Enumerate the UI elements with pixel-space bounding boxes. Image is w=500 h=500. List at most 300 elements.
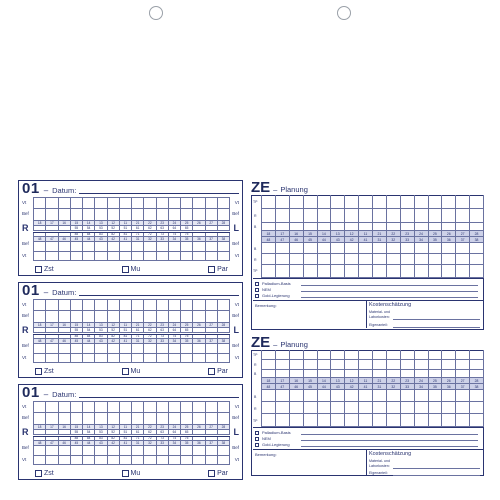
chart-cell[interactable] — [218, 344, 230, 354]
tooth-number[interactable]: 47 — [276, 237, 290, 243]
chart-cell[interactable] — [144, 198, 156, 209]
chart-cell[interactable] — [429, 370, 443, 378]
chart-cell[interactable] — [276, 390, 290, 402]
tooth-number[interactable]: 55 — [71, 430, 83, 435]
tooth-number[interactable]: 35 — [181, 237, 193, 242]
tooth-number[interactable]: 27 — [206, 221, 218, 226]
tooth-number[interactable]: 34 — [415, 384, 429, 390]
tooth-number[interactable]: 54 — [83, 226, 95, 231]
chart-cell[interactable] — [71, 311, 83, 323]
chart-cell[interactable] — [429, 209, 443, 223]
chart-cell[interactable] — [456, 350, 470, 360]
tooth-number[interactable]: 43 — [331, 384, 345, 390]
chart-cell[interactable] — [144, 456, 156, 465]
tooth-number[interactable]: 22 — [387, 378, 401, 384]
chart-cell[interactable] — [456, 390, 470, 402]
chart-cell[interactable] — [304, 243, 318, 254]
chart-cell[interactable] — [304, 360, 318, 370]
chart-cell[interactable] — [108, 354, 120, 363]
check-zst[interactable] — [35, 366, 54, 376]
chart-cell[interactable] — [46, 413, 58, 425]
chart-cell[interactable] — [95, 456, 107, 465]
chart-cell[interactable] — [345, 195, 359, 209]
chart-cell[interactable] — [59, 446, 71, 456]
chart-cell[interactable] — [218, 198, 230, 209]
chart-cell[interactable] — [120, 402, 132, 413]
chart-cell[interactable] — [304, 350, 318, 360]
chart-cell[interactable] — [429, 414, 443, 427]
checkbox-nem[interactable] — [255, 288, 259, 292]
chart-cell[interactable] — [132, 402, 144, 413]
check-zst[interactable] — [35, 468, 54, 478]
chart-cell[interactable] — [373, 223, 387, 231]
chart-cell[interactable] — [157, 252, 169, 261]
chart-cell[interactable] — [120, 446, 132, 456]
tooth-number[interactable]: 82 — [108, 436, 120, 441]
chart-cell[interactable] — [108, 300, 120, 311]
chart-cell[interactable] — [132, 209, 144, 221]
chart-cell[interactable] — [456, 223, 470, 231]
chart-cell[interactable] — [206, 446, 218, 456]
tooth-number[interactable]: 33 — [157, 339, 169, 344]
chart-cell[interactable] — [169, 252, 181, 261]
chart-cell[interactable] — [470, 223, 484, 231]
chart-cell[interactable] — [83, 413, 95, 425]
chart-cell[interactable] — [387, 243, 401, 254]
chart-cell[interactable] — [415, 265, 429, 278]
chart-cell[interactable] — [157, 300, 169, 311]
chart-cell[interactable] — [442, 350, 456, 360]
chart-cell[interactable] — [120, 252, 132, 261]
chart-cell[interactable] — [169, 456, 181, 465]
chart-cell[interactable] — [331, 414, 345, 427]
chart-cell[interactable] — [359, 265, 373, 278]
chart-cell[interactable] — [206, 456, 218, 465]
chart-cell[interactable] — [59, 198, 71, 209]
chart-cell[interactable] — [345, 350, 359, 360]
chart-cell[interactable] — [120, 344, 132, 354]
chart-cell[interactable] — [470, 390, 484, 402]
chart-cell[interactable] — [442, 370, 456, 378]
chart-cell[interactable] — [331, 243, 345, 254]
tooth-number[interactable]: 84 — [83, 334, 95, 339]
chart-cell[interactable] — [71, 242, 83, 252]
tooth-number[interactable]: 63 — [157, 226, 169, 231]
chart-cell[interactable] — [193, 446, 205, 456]
tooth-number[interactable]: 44 — [318, 237, 332, 243]
tooth-number[interactable]: 74 — [169, 436, 181, 441]
tooth-number[interactable]: 22 — [144, 323, 156, 328]
chart-cell[interactable] — [83, 446, 95, 456]
chart-cell[interactable] — [470, 265, 484, 278]
chart-cell[interactable] — [318, 209, 332, 223]
tooth-number[interactable]: 55 — [71, 226, 83, 231]
chart-cell[interactable] — [261, 370, 276, 378]
chart-cell[interactable] — [276, 350, 290, 360]
chart-cell[interactable] — [470, 195, 484, 209]
chart-cell[interactable] — [46, 328, 58, 333]
chart-cell[interactable] — [387, 402, 401, 414]
tooth-number[interactable]: 48 — [33, 339, 46, 344]
tooth-number[interactable]: 27 — [206, 425, 218, 430]
chart-cell[interactable] — [276, 209, 290, 223]
tooth-number[interactable]: 31 — [373, 384, 387, 390]
tooth-number[interactable]: 21 — [132, 425, 144, 430]
chart-cell[interactable] — [193, 354, 205, 363]
chart-cell[interactable] — [193, 402, 205, 413]
chart-cell[interactable] — [218, 242, 230, 252]
chart-cell[interactable] — [261, 223, 276, 231]
chart-cell[interactable] — [132, 413, 144, 425]
chart-cell[interactable] — [120, 354, 132, 363]
tooth-number[interactable]: 44 — [83, 339, 95, 344]
tooth-number[interactable]: 13 — [95, 425, 107, 430]
chart-cell[interactable] — [206, 300, 218, 311]
chart-cell[interactable] — [181, 242, 193, 252]
chart-cell[interactable] — [144, 344, 156, 354]
chart-cell[interactable] — [304, 370, 318, 378]
tooth-number[interactable]: 65 — [181, 328, 193, 333]
chart-cell[interactable] — [373, 360, 387, 370]
chart-cell[interactable] — [46, 242, 58, 252]
tooth-number[interactable]: 47 — [46, 441, 58, 446]
chart-cell[interactable] — [120, 300, 132, 311]
chart-cell[interactable] — [456, 243, 470, 254]
tooth-number[interactable]: 46 — [59, 441, 71, 446]
tooth-number[interactable]: 65 — [181, 226, 193, 231]
tooth-number[interactable]: 43 — [331, 237, 345, 243]
chart-cell[interactable] — [304, 195, 318, 209]
option-gold[interactable] — [255, 442, 290, 447]
tooth-number[interactable]: 63 — [157, 328, 169, 333]
chart-cell[interactable] — [46, 354, 58, 363]
chart-cell[interactable] — [46, 402, 58, 413]
chart-cell[interactable] — [144, 300, 156, 311]
chart-cell[interactable] — [429, 402, 443, 414]
tooth-number[interactable]: 28 — [218, 323, 230, 328]
tooth-number[interactable]: 38 — [218, 237, 230, 242]
chart-cell[interactable] — [59, 430, 71, 435]
tooth-number[interactable]: 11 — [120, 425, 132, 430]
chart-cell[interactable] — [169, 446, 181, 456]
chart-cell[interactable] — [95, 242, 107, 252]
checkbox-gold[interactable] — [255, 294, 259, 298]
chart-cell[interactable] — [470, 243, 484, 254]
tooth-number[interactable]: 53 — [95, 328, 107, 333]
chart-cell[interactable] — [276, 223, 290, 231]
tooth-chart[interactable] — [33, 197, 230, 261]
tooth-number[interactable]: 28 — [470, 231, 484, 237]
chart-cell[interactable] — [95, 402, 107, 413]
ze-tooth-grid[interactable] — [261, 350, 484, 427]
chart-cell[interactable] — [71, 413, 83, 425]
chart-cell[interactable] — [83, 252, 95, 261]
tooth-number[interactable]: 37 — [456, 384, 470, 390]
chart-cell[interactable] — [169, 198, 181, 209]
chart-cell[interactable] — [290, 243, 304, 254]
checkbox-mu[interactable] — [122, 266, 129, 273]
tooth-number[interactable]: 55 — [71, 328, 83, 333]
chart-cell[interactable] — [108, 446, 120, 456]
check-mu[interactable] — [122, 366, 141, 376]
chart-cell[interactable] — [290, 402, 304, 414]
chart-cell[interactable] — [71, 402, 83, 413]
tooth-number[interactable]: 48 — [261, 384, 276, 390]
chart-cell[interactable] — [120, 311, 132, 323]
chart-cell[interactable] — [33, 300, 46, 311]
chart-cell[interactable] — [132, 198, 144, 209]
chart-cell[interactable] — [33, 242, 46, 252]
chart-cell[interactable] — [401, 209, 415, 223]
chart-cell[interactable] — [33, 402, 46, 413]
chart-cell[interactable] — [83, 311, 95, 323]
chart-cell[interactable] — [387, 223, 401, 231]
tooth-number[interactable]: 23 — [401, 378, 415, 384]
date-field[interactable] — [79, 397, 239, 398]
chart-cell[interactable] — [206, 209, 218, 221]
tooth-number[interactable]: 72 — [144, 334, 156, 339]
tooth-number[interactable]: 25 — [181, 221, 193, 226]
chart-cell[interactable] — [218, 430, 230, 435]
tooth-number[interactable]: 24 — [169, 425, 181, 430]
chart-cell[interactable] — [345, 414, 359, 427]
chart-cell[interactable] — [120, 198, 132, 209]
tooth-number[interactable]: 62 — [144, 430, 156, 435]
tooth-number[interactable]: 61 — [132, 328, 144, 333]
check-mu[interactable] — [122, 468, 141, 478]
tooth-number[interactable]: 15 — [304, 378, 318, 384]
tooth-number[interactable]: 73 — [157, 232, 169, 237]
chart-cell[interactable] — [33, 198, 46, 209]
tooth-number[interactable]: 17 — [46, 221, 58, 226]
chart-cell[interactable] — [373, 265, 387, 278]
chart-cell[interactable] — [401, 350, 415, 360]
chart-cell[interactable] — [144, 209, 156, 221]
chart-cell[interactable] — [132, 354, 144, 363]
chart-cell[interactable] — [331, 223, 345, 231]
tooth-number[interactable]: 31 — [132, 339, 144, 344]
chart-cell[interactable] — [456, 254, 470, 265]
chart-cell[interactable] — [218, 300, 230, 311]
chart-cell[interactable] — [206, 198, 218, 209]
chart-cell[interactable] — [132, 300, 144, 311]
cost-own-line[interactable] — [393, 475, 480, 476]
checkbox-palladium[interactable] — [255, 431, 259, 435]
chart-cell[interactable] — [33, 209, 46, 221]
chart-cell[interactable] — [33, 430, 46, 435]
chart-cell[interactable] — [401, 370, 415, 378]
chart-cell[interactable] — [71, 354, 83, 363]
chart-cell[interactable] — [132, 252, 144, 261]
chart-cell[interactable] — [95, 300, 107, 311]
tooth-number[interactable]: 46 — [290, 237, 304, 243]
chart-cell[interactable] — [290, 195, 304, 209]
chart-cell[interactable] — [470, 209, 484, 223]
tooth-number[interactable]: 27 — [456, 231, 470, 237]
tooth-number[interactable]: 32 — [144, 339, 156, 344]
chart-cell[interactable] — [206, 344, 218, 354]
tooth-number[interactable]: 41 — [359, 384, 373, 390]
chart-cell[interactable] — [83, 198, 95, 209]
tooth-number[interactable]: 41 — [359, 237, 373, 243]
tooth-number[interactable]: 11 — [120, 221, 132, 226]
chart-cell[interactable] — [318, 254, 332, 265]
chart-cell[interactable] — [193, 209, 205, 221]
tooth-number[interactable]: 46 — [290, 384, 304, 390]
chart-cell[interactable] — [456, 265, 470, 278]
chart-cell[interactable] — [401, 360, 415, 370]
chart-cell[interactable] — [331, 254, 345, 265]
tooth-number[interactable]: 23 — [401, 231, 415, 237]
chart-cell[interactable] — [144, 354, 156, 363]
tooth-number[interactable]: 48 — [33, 237, 46, 242]
chart-cell[interactable] — [290, 254, 304, 265]
chart-cell[interactable] — [373, 350, 387, 360]
tooth-number[interactable]: 42 — [345, 384, 359, 390]
chart-cell[interactable] — [83, 456, 95, 465]
chart-cell[interactable] — [318, 350, 332, 360]
chart-cell[interactable] — [46, 456, 58, 465]
chart-cell[interactable] — [276, 265, 290, 278]
checkbox-zst[interactable] — [35, 266, 42, 273]
tooth-number[interactable]: 23 — [157, 425, 169, 430]
chart-cell[interactable] — [169, 413, 181, 425]
tooth-number[interactable]: 36 — [442, 384, 456, 390]
chart-cell[interactable] — [359, 209, 373, 223]
tooth-number[interactable]: 11 — [120, 323, 132, 328]
chart-cell[interactable] — [429, 390, 443, 402]
chart-cell[interactable] — [442, 390, 456, 402]
tooth-number[interactable]: 28 — [470, 378, 484, 384]
tooth-number[interactable]: 27 — [456, 378, 470, 384]
checkbox-par[interactable] — [208, 368, 215, 375]
chart-cell[interactable] — [318, 390, 332, 402]
chart-cell[interactable] — [401, 243, 415, 254]
chart-cell[interactable] — [331, 195, 345, 209]
tooth-number[interactable]: 11 — [359, 378, 373, 384]
chart-cell[interactable] — [181, 446, 193, 456]
chart-cell[interactable] — [193, 252, 205, 261]
chart-cell[interactable] — [95, 311, 107, 323]
chart-cell[interactable] — [108, 242, 120, 252]
chart-cell[interactable] — [318, 223, 332, 231]
chart-cell[interactable] — [456, 195, 470, 209]
chart-cell[interactable] — [359, 414, 373, 427]
chart-cell[interactable] — [95, 446, 107, 456]
chart-cell[interactable] — [442, 209, 456, 223]
tooth-number[interactable]: 33 — [401, 237, 415, 243]
chart-cell[interactable] — [429, 195, 443, 209]
tooth-number[interactable]: 15 — [71, 425, 83, 430]
checkbox-palladium[interactable] — [255, 282, 259, 286]
tooth-number[interactable]: 83 — [95, 334, 107, 339]
chart-cell[interactable] — [157, 354, 169, 363]
chart-cell[interactable] — [59, 242, 71, 252]
checkbox-nem[interactable] — [255, 437, 259, 441]
tooth-chart[interactable] — [33, 299, 230, 363]
chart-cell[interactable] — [318, 370, 332, 378]
tooth-number[interactable]: 53 — [95, 430, 107, 435]
cost-labor-line[interactable] — [393, 468, 480, 469]
chart-cell[interactable] — [83, 300, 95, 311]
chart-cell[interactable] — [157, 413, 169, 425]
tooth-number[interactable]: 44 — [83, 441, 95, 446]
chart-cell[interactable] — [193, 198, 205, 209]
tooth-number[interactable]: 35 — [429, 384, 443, 390]
chart-cell[interactable] — [33, 446, 46, 456]
chart-cell[interactable] — [415, 402, 429, 414]
tooth-number[interactable]: 18 — [33, 323, 46, 328]
chart-cell[interactable] — [401, 390, 415, 402]
chart-cell[interactable] — [95, 413, 107, 425]
chart-cell[interactable] — [132, 456, 144, 465]
chart-cell[interactable] — [318, 265, 332, 278]
tooth-number[interactable]: 42 — [108, 339, 120, 344]
chart-cell[interactable] — [218, 226, 230, 231]
chart-cell[interactable] — [108, 209, 120, 221]
tooth-number[interactable]: 73 — [157, 334, 169, 339]
chart-cell[interactable] — [261, 209, 276, 223]
tooth-number[interactable]: 32 — [144, 237, 156, 242]
tooth-number[interactable]: 71 — [132, 436, 144, 441]
chart-cell[interactable] — [218, 209, 230, 221]
tooth-number[interactable]: 51 — [120, 328, 132, 333]
chart-cell[interactable] — [345, 265, 359, 278]
chart-cell[interactable] — [59, 300, 71, 311]
tooth-number[interactable]: 12 — [345, 378, 359, 384]
chart-cell[interactable] — [193, 413, 205, 425]
chart-cell[interactable] — [345, 254, 359, 265]
tooth-number[interactable]: 31 — [132, 441, 144, 446]
tooth-number[interactable]: 16 — [290, 231, 304, 237]
chart-cell[interactable] — [206, 402, 218, 413]
tooth-number[interactable]: 32 — [144, 441, 156, 446]
tooth-number[interactable]: 13 — [331, 378, 345, 384]
chart-cell[interactable] — [206, 430, 218, 435]
chart-cell[interactable] — [318, 402, 332, 414]
tooth-chart[interactable] — [33, 401, 230, 465]
chart-cell[interactable] — [59, 328, 71, 333]
chart-cell[interactable] — [169, 402, 181, 413]
tooth-number[interactable]: 25 — [181, 323, 193, 328]
checkbox-mu[interactable] — [122, 368, 129, 375]
tooth-number[interactable]: 22 — [144, 221, 156, 226]
tooth-number[interactable]: 33 — [157, 441, 169, 446]
tooth-number[interactable]: 12 — [108, 323, 120, 328]
tooth-number[interactable]: 13 — [331, 231, 345, 237]
check-par[interactable] — [208, 468, 228, 478]
chart-cell[interactable] — [429, 360, 443, 370]
chart-cell[interactable] — [373, 254, 387, 265]
chart-cell[interactable] — [415, 360, 429, 370]
chart-cell[interactable] — [387, 390, 401, 402]
chart-cell[interactable] — [218, 413, 230, 425]
chart-cell[interactable] — [401, 195, 415, 209]
chart-cell[interactable] — [359, 254, 373, 265]
chart-cell[interactable] — [442, 265, 456, 278]
tooth-number[interactable]: 18 — [33, 425, 46, 430]
chart-cell[interactable] — [276, 254, 290, 265]
chart-cell[interactable] — [387, 350, 401, 360]
chart-cell[interactable] — [470, 370, 484, 378]
option-palladium[interactable] — [255, 430, 291, 435]
chart-cell[interactable] — [387, 370, 401, 378]
chart-cell[interactable] — [276, 243, 290, 254]
chart-cell[interactable] — [108, 311, 120, 323]
tooth-number[interactable]: 28 — [218, 425, 230, 430]
tooth-number[interactable]: 17 — [46, 323, 58, 328]
chart-cell[interactable] — [95, 344, 107, 354]
